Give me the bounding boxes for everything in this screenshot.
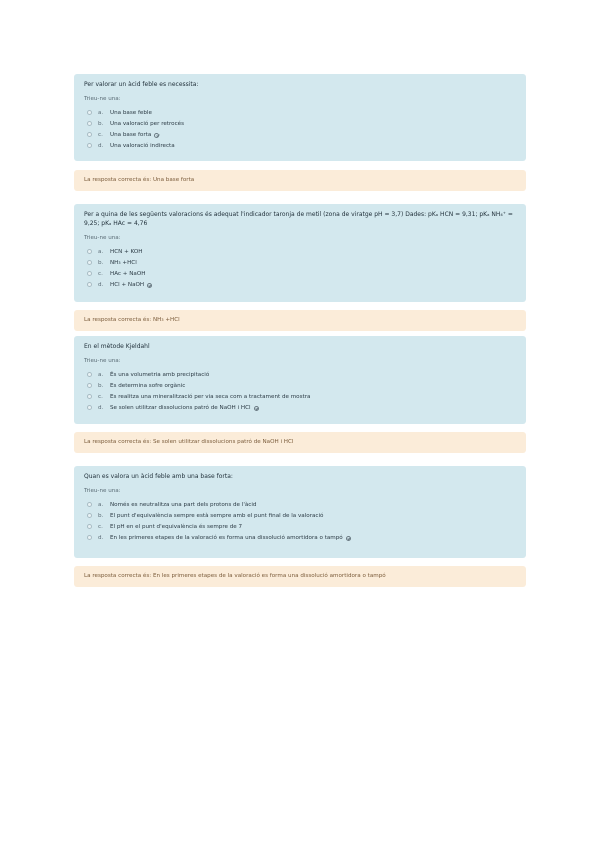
option-letter: b. (98, 259, 104, 266)
option-text: És una volumetria amb precipitació (110, 371, 210, 378)
radio-button[interactable] (87, 394, 92, 399)
radio-button[interactable] (87, 524, 92, 529)
option-letter: a. (98, 371, 104, 378)
radio-button[interactable] (87, 405, 92, 410)
option-b[interactable] (84, 118, 516, 129)
question-3-options (84, 369, 516, 413)
option-c[interactable] (84, 129, 516, 140)
option-text: El pH en el punt d'equivalència és sempre de 7 (110, 523, 243, 530)
question-4-instruction: Trieu-ne una: (84, 488, 121, 494)
option-text: Una valoració indirecta (110, 142, 175, 149)
option-text: Una base forta (110, 131, 152, 138)
option-letter: a. (98, 501, 104, 508)
question-1 (74, 74, 526, 161)
question-4-feedback: La resposta correcta és: En les primeres etapes de la valoració es forma una dissolució amortidora o tampó (74, 566, 526, 587)
check-circle-icon (254, 406, 259, 411)
option-c[interactable] (84, 521, 516, 532)
option-letter: b. (98, 512, 104, 519)
option-b[interactable] (84, 510, 516, 521)
radio-button[interactable] (87, 383, 92, 388)
question-4 (74, 466, 526, 558)
option-b[interactable] (84, 257, 516, 268)
question-1-feedback: La resposta correcta és: Una base forta (74, 170, 526, 191)
option-text: El punt d'equivalència sempre està sempre amb el punt final de la valoració (110, 512, 324, 519)
option-d[interactable] (84, 279, 516, 290)
question-2 (74, 204, 526, 302)
radio-button[interactable] (87, 271, 92, 276)
radio-button[interactable] (87, 249, 92, 254)
option-letter: c. (98, 131, 103, 138)
option-text: Es realitza una mineralització per via seca com a tractament de mostra (110, 393, 311, 400)
radio-button[interactable] (87, 372, 92, 377)
question-1-prompt: Per valorar un àcid feble es necessita: (84, 81, 199, 88)
radio-button[interactable] (87, 143, 92, 148)
question-4-options (84, 499, 516, 543)
option-a[interactable] (84, 246, 516, 257)
radio-button[interactable] (87, 121, 92, 126)
option-letter: d. (98, 281, 104, 288)
option-text: En les primeres etapes de la valoració es forma una dissolució amortidora o tampó (110, 534, 343, 541)
option-text: HCl + NaOH (110, 281, 145, 288)
option-text: Una base feble (110, 109, 152, 116)
option-a[interactable] (84, 107, 516, 118)
option-c[interactable] (84, 268, 516, 279)
option-letter: b. (98, 382, 104, 389)
option-text: NH₃ +HCl (110, 259, 137, 266)
option-b[interactable] (84, 380, 516, 391)
question-3-prompt: En el mètode Kjeldahl (84, 343, 150, 350)
option-text: Només es neutralitza una part dels protons de l'àcid (110, 501, 257, 508)
option-text: Una valoració per retrocés (110, 120, 185, 127)
question-2-prompt: Per a quina de les següents valoracions és adequat l'indicador taronja de metil (zona de viratge pH = 3,7) Dades: pKₐ HCN = 9,31; pKₐ NH₄⁺ = 9,25; pKₐ HAc = 4,76 (84, 211, 513, 227)
option-letter: d. (98, 142, 104, 149)
check-circle-icon (154, 133, 159, 138)
option-letter: c. (98, 393, 103, 400)
radio-button[interactable] (87, 260, 92, 265)
question-2-feedback: La resposta correcta és: NH₃ +HCl (74, 310, 526, 331)
radio-button[interactable] (87, 132, 92, 137)
radio-button[interactable] (87, 535, 92, 540)
option-letter: c. (98, 523, 103, 530)
option-a[interactable] (84, 369, 516, 380)
option-letter: d. (98, 404, 104, 411)
option-d[interactable] (84, 532, 516, 543)
option-c[interactable] (84, 391, 516, 402)
option-letter: b. (98, 120, 104, 127)
option-text: HCN + KOH (110, 248, 143, 255)
radio-button[interactable] (87, 513, 92, 518)
option-letter: a. (98, 248, 104, 255)
question-3-feedback: La resposta correcta és: Se solen utilitzar dissolucions patró de NaOH i HCl (74, 432, 526, 453)
question-2-options (84, 246, 516, 290)
option-d[interactable] (84, 140, 516, 151)
radio-button[interactable] (87, 110, 92, 115)
radio-button[interactable] (87, 502, 92, 507)
question-2-instruction: Trieu-ne una: (84, 235, 121, 241)
question-1-instruction: Trieu-ne una: (84, 96, 121, 102)
option-text: Se solen utilitzar dissolucions patró de NaOH i HCl (110, 404, 251, 411)
check-circle-icon (147, 283, 152, 288)
option-a[interactable] (84, 499, 516, 510)
question-1-options (84, 107, 516, 151)
question-4-prompt: Quan es valora un àcid feble amb una base forta: (84, 473, 233, 480)
question-3-instruction: Trieu-ne una: (84, 358, 121, 364)
option-letter: d. (98, 534, 104, 541)
option-letter: c. (98, 270, 103, 277)
option-text: Es determina sofre orgànic (110, 382, 186, 389)
option-text: HAc + NaOH (110, 270, 146, 277)
option-letter: a. (98, 109, 104, 116)
radio-button[interactable] (87, 282, 92, 287)
question-3 (74, 336, 526, 424)
option-d[interactable] (84, 402, 516, 413)
check-circle-icon (346, 536, 351, 541)
